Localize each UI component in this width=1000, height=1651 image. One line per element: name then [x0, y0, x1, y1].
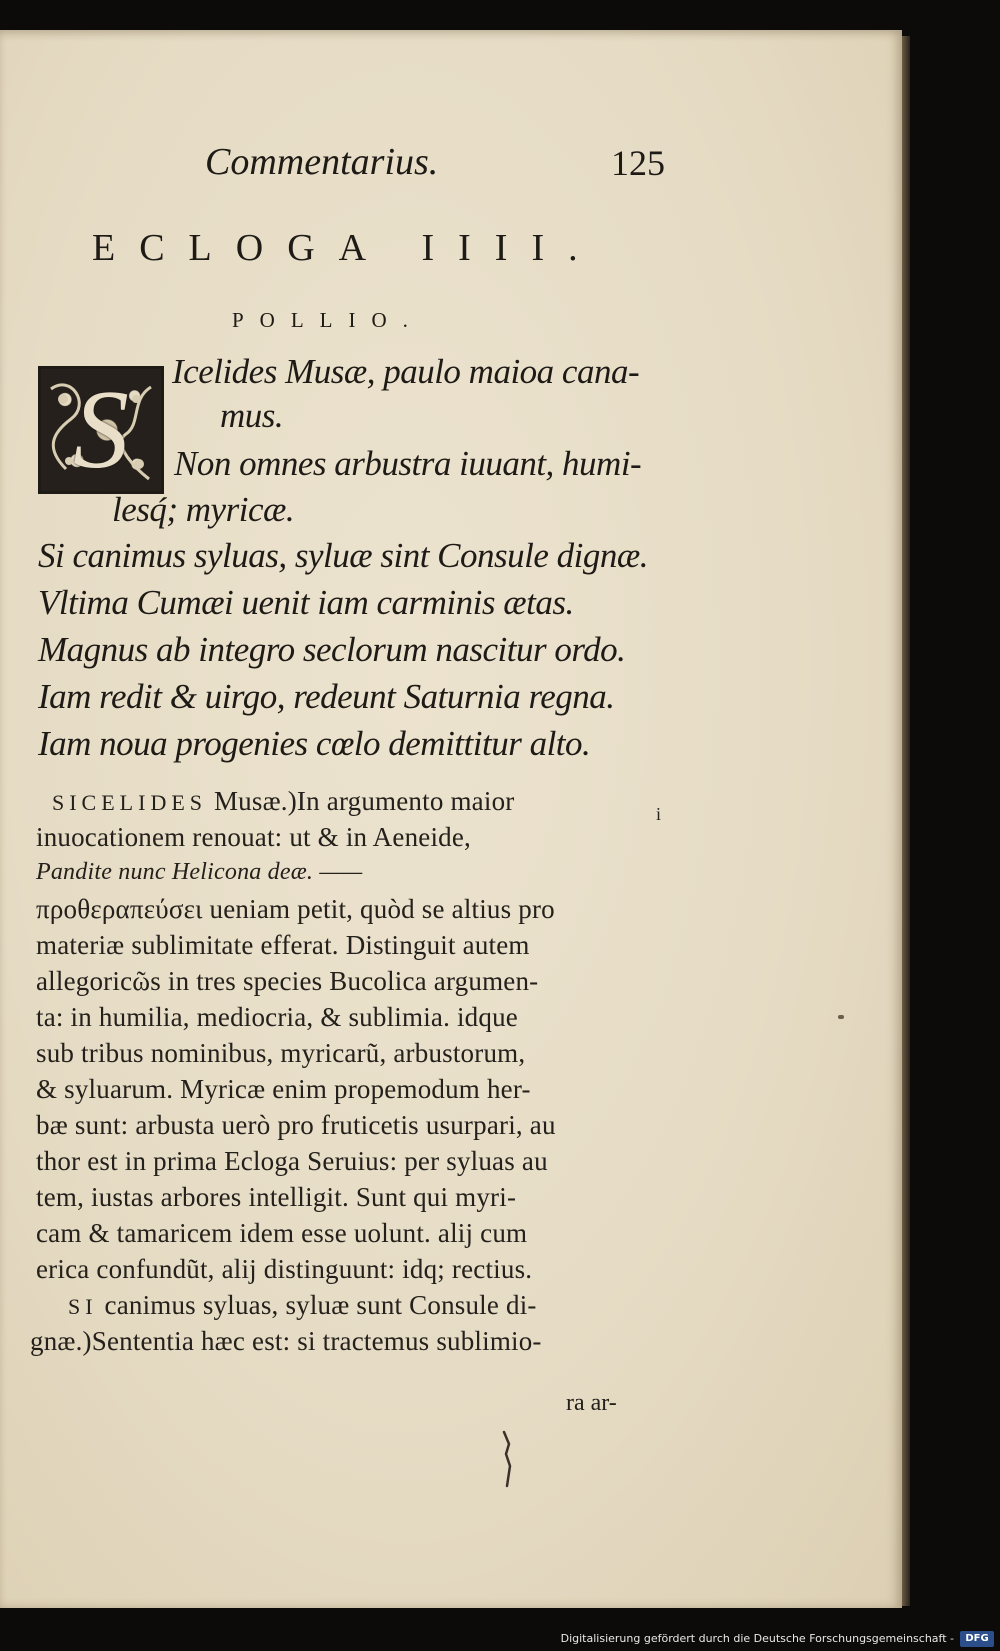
- lemma: SICELIDES: [52, 790, 207, 815]
- verse-line: Si canimus syluas, syluæ sint Consule dignæ.: [38, 536, 648, 575]
- verse-line: lesq́; myricæ.: [112, 490, 295, 529]
- commentary-line: tem, iustas arbores intelligit. Sunt qui myri-: [36, 1182, 517, 1212]
- running-head: Commentarius.: [205, 141, 439, 183]
- page-number: 125: [611, 143, 665, 183]
- verse-line: Iam redit & uirgo, redeunt Saturnia regna.: [38, 677, 615, 716]
- verse-line: Iam noua progenies cœlo demittitur alto.: [38, 724, 591, 763]
- commentary-text: Musæ.)In argumento maior: [213, 786, 515, 816]
- quotation-line: Pandite nunc Helicona deæ. ——: [36, 859, 363, 885]
- initial-letter: S: [73, 368, 129, 492]
- paper-page: [0, 30, 902, 1608]
- commentary-line: προθεραπεύσει ueniam petit, quòd se altius pro: [36, 894, 555, 924]
- commentary-line: materiæ sublimitate efferat. Distinguit autem: [36, 930, 530, 960]
- commentary-line: & syluarum. Myricæ enim propemodum her-: [36, 1074, 531, 1104]
- footer-bar: [0, 1628, 1000, 1651]
- ink-mark-icon: [500, 1430, 514, 1488]
- commentary-line: bæ sunt: arbusta uerò pro fruticetis usurpari, au: [36, 1110, 556, 1140]
- verse-line: Icelides Musæ, paulo maioa cana-: [172, 352, 640, 391]
- verse-line: mus.: [220, 396, 284, 435]
- page-edge: [902, 36, 910, 1606]
- commentary-line: sub tribus nominibus, myricarũ, arbustorum,: [36, 1038, 526, 1068]
- commentary-line: [52, 786, 514, 817]
- catchword: ra ar-: [566, 1390, 617, 1416]
- commentary-line: erica confundũt, alij distinguunt: idq; rectius.: [36, 1254, 533, 1284]
- lemma: SI: [68, 1294, 98, 1319]
- section-subtitle: POLLIO.: [232, 308, 424, 332]
- commentary-line: allegoricῶs in tres species Bucolica argumen-: [36, 966, 539, 996]
- decorated-initial: [38, 366, 164, 494]
- commentary-line: gnæ.)Sententia hæc est: si tractemus sublimio-: [30, 1326, 542, 1356]
- verse-line: Non omnes arbustra iuuant, humi-: [174, 444, 642, 483]
- commentary-line: [68, 1290, 537, 1321]
- verse-line: Vltima Cumæi uenit iam carminis ætas.: [38, 583, 574, 622]
- commentary-line: inuocationem renouat: ut & in Aeneide,: [36, 822, 471, 852]
- dfg-logo-icon: DFG: [960, 1631, 994, 1647]
- verse-line: Magnus ab integro seclorum nascitur ordo.: [38, 630, 626, 669]
- commentary-text: canimus syluas, syluæ sunt Consule di-: [104, 1290, 537, 1320]
- commentary-line: cam & tamaricem idem esse uolunt. alij cum: [36, 1218, 528, 1248]
- section-title: ECLOGA IIII.: [92, 227, 602, 269]
- page-header: [205, 140, 665, 190]
- paper-speck: [838, 1015, 844, 1019]
- commentary-line: ta: in humilia, mediocria, & sublimia. idque: [36, 1002, 518, 1032]
- commentary-line: thor est in prima Ecloga Seruius: per syluas au: [36, 1146, 548, 1176]
- footer-credit: Digitalisierung gefördert durch die Deutsche Forschungsgemeinschaft -: [560, 1632, 954, 1645]
- marginal-note: i: [656, 804, 662, 824]
